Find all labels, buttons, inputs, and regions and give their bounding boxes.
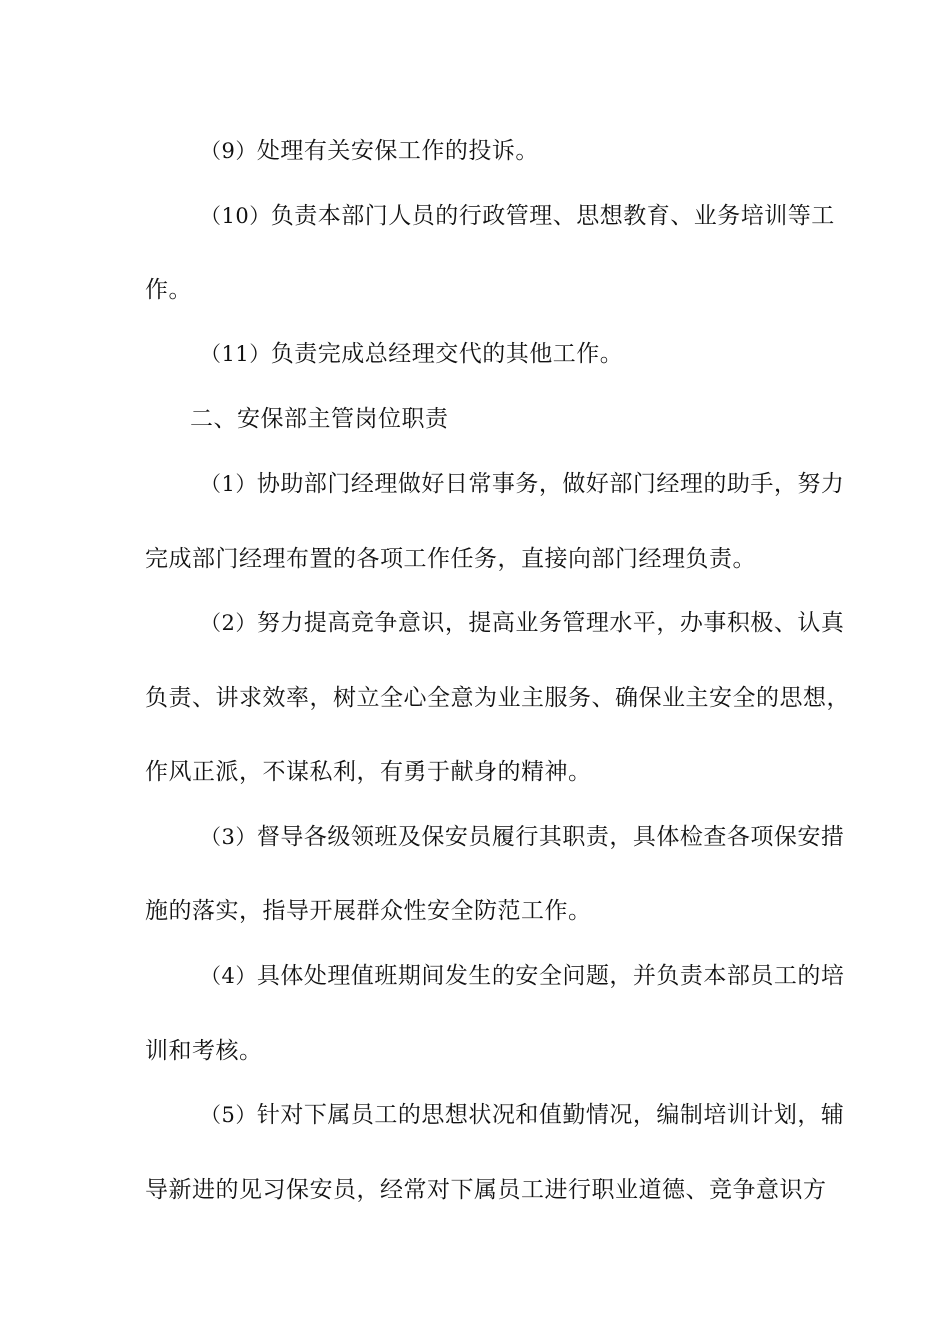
- paragraph-line: [145, 683, 850, 713]
- paragraph-line: [200, 136, 880, 166]
- paragraph-line: [200, 822, 880, 852]
- paragraph-line: [145, 896, 825, 926]
- heading-text: 二、安保部主管岗位职责: [190, 406, 449, 432]
- paragraph-line: [200, 469, 880, 499]
- line-text: 负责本部门人员的行政管理、思想教育、业务培训等工: [270, 203, 835, 229]
- line-text: 负责、讲求效率，树立全心全意为业主服务、确保业主安全的思想，: [145, 685, 850, 711]
- item-number: （11）: [200, 342, 271, 366]
- paragraph-line: [145, 1175, 825, 1205]
- line-text: 处理有关安保工作的投诉。: [256, 138, 539, 164]
- line-text: 作。: [145, 277, 192, 303]
- paragraph-line: [200, 1100, 880, 1130]
- line-text: 针对下属员工的思想状况和值勤情况，编制培训计划，辅: [256, 1102, 845, 1128]
- item-number: （10）: [200, 204, 271, 228]
- line-text: 努力提高竞争意识，提高业务管理水平，办事积极、认真: [256, 610, 845, 636]
- line-text: 负责完成总经理交代的其他工作。: [270, 341, 624, 367]
- line-text: 导新进的见习保安员，经常对下属员工进行职业道德、竞争意识方: [145, 1177, 827, 1203]
- paragraph-line: [145, 757, 825, 787]
- item-number: （9）: [200, 139, 257, 163]
- item-number: （5）: [200, 1103, 257, 1127]
- line-text: 具体处理值班期间发生的安全问题，并负责本部员工的培: [256, 963, 845, 989]
- section-heading: [190, 404, 870, 434]
- paragraph-line: [200, 961, 880, 991]
- item-number: （1）: [200, 472, 257, 496]
- paragraph-line: [145, 1036, 825, 1066]
- paragraph-line: [200, 608, 880, 638]
- item-number: （2）: [200, 611, 257, 635]
- line-text: 协助部门经理做好日常事务，做好部门经理的助手，努力: [256, 471, 845, 497]
- line-text: 督导各级领班及保安员履行其职责，具体检查各项保安措: [256, 824, 845, 850]
- line-text: 训和考核。: [145, 1038, 263, 1064]
- paragraph-line: [200, 201, 880, 231]
- line-text: 作风正派，不谋私利，有勇于献身的精神。: [145, 759, 592, 785]
- item-number: （4）: [200, 964, 257, 988]
- line-text: 完成部门经理布置的各项工作任务，直接向部门经理负责。: [145, 546, 756, 572]
- paragraph-line: [145, 544, 825, 574]
- item-number: （3）: [200, 825, 257, 849]
- line-text: 施的落实，指导开展群众性安全防范工作。: [145, 898, 592, 924]
- paragraph-line: [145, 275, 825, 305]
- paragraph-line: [200, 339, 880, 369]
